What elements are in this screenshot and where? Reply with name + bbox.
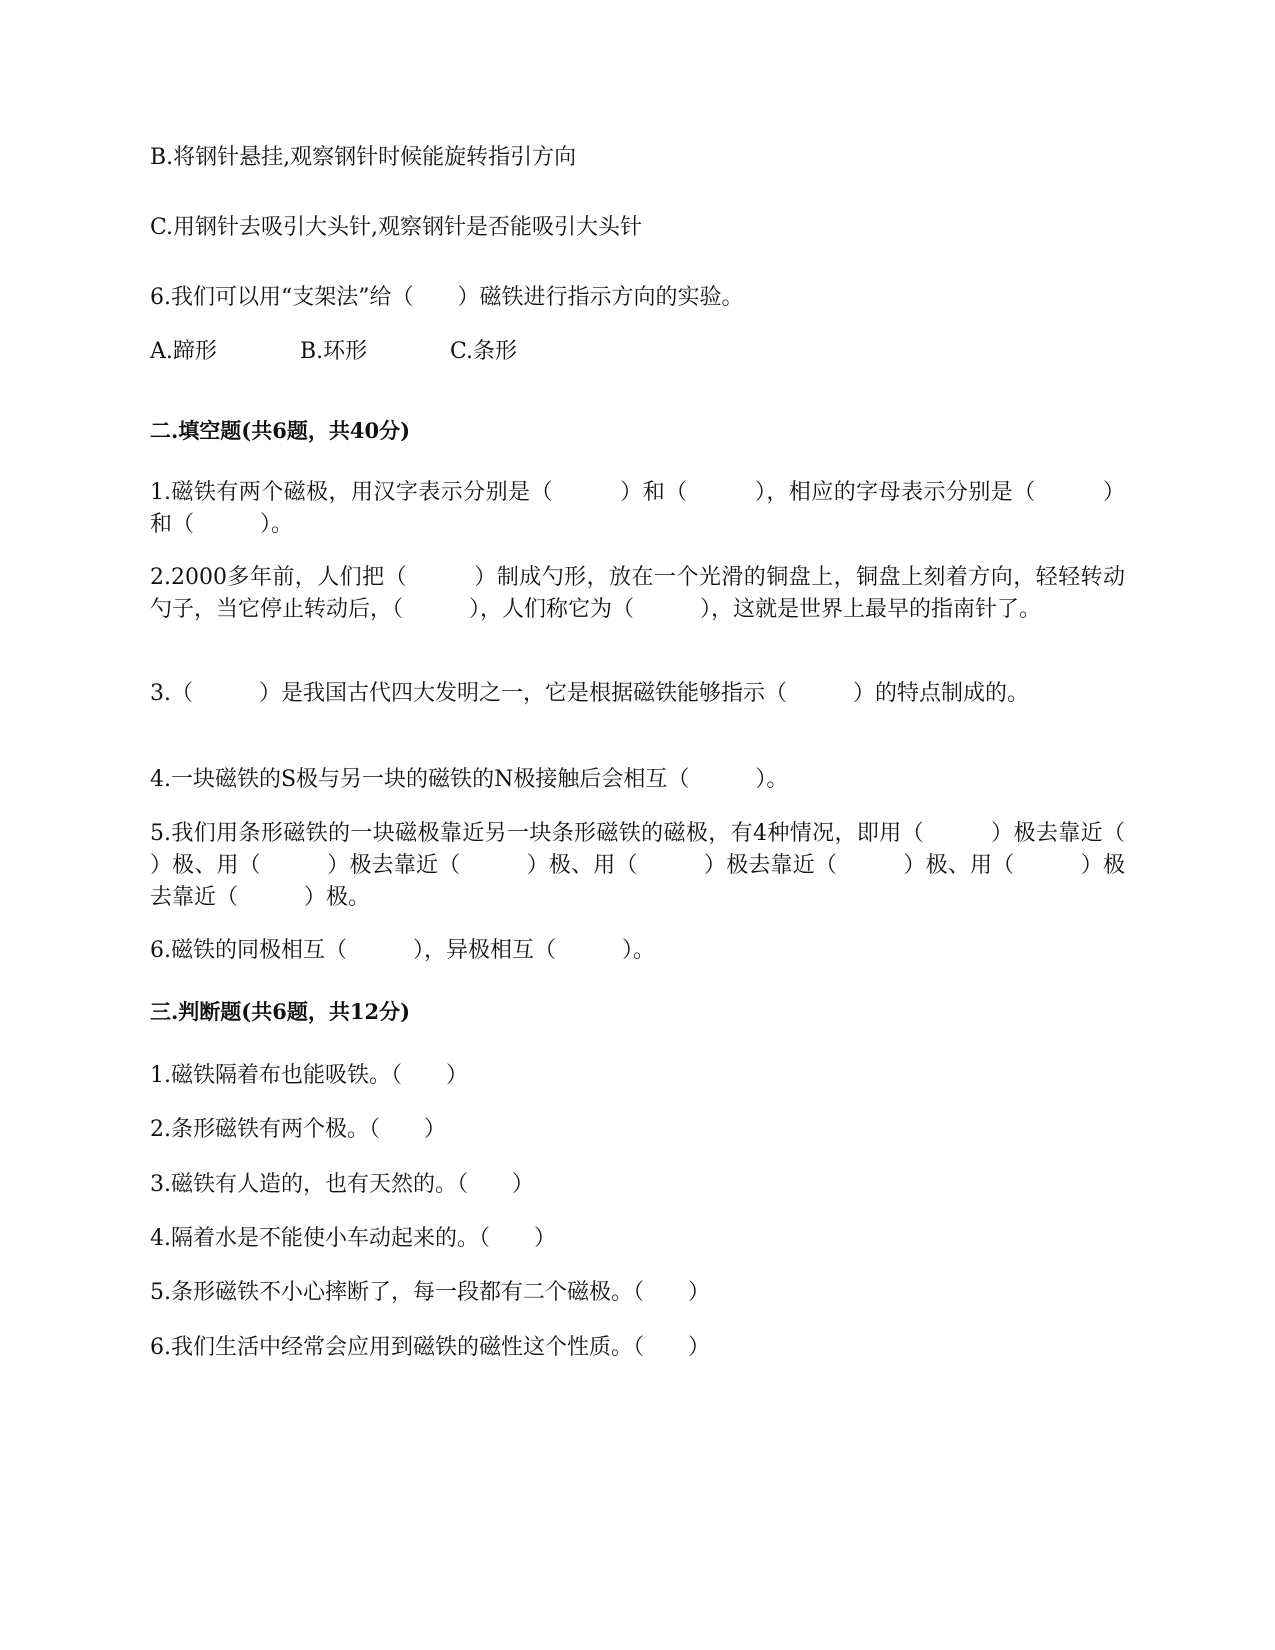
question-6-options: [150, 336, 1125, 368]
fill-question-1: 1.磁铁有两个磁极，用汉字表示分别是（ ）和（ ），相应的字母表示分别是（ ）和（ ）。: [150, 480, 1125, 537]
option-b: B.环形: [300, 339, 368, 364]
judge-item-6: 6.我们生活中经常会应用到磁铁的磁性这个性质。（ ）: [150, 1335, 710, 1360]
fill-question-5: 5.我们用条形磁铁的一块磁极靠近另一块条形磁铁的磁极，有4种情况，即用（ ）极去靠近（ ）极、用（ ）极去靠近（ ）极、用（ ）极去靠近（ ）极、用（ ）极去靠近（ ）极。: [150, 821, 1192, 910]
section-3-heading: 三.判断题(共6题，共12分): [150, 999, 411, 1024]
judge-item-3: 3.磁铁有人造的，也有天然的。（ ）: [150, 1172, 534, 1197]
judge-item-4: 4.隔着水是不能使小车动起来的。（ ）: [150, 1226, 556, 1251]
fill-question-6: 6.磁铁的同极相互（ ），异极相互（ ）。: [150, 938, 655, 963]
question-6-text: 6.我们可以用“支架法”给（ ）磁铁进行指示方向的实验。: [150, 285, 744, 310]
judge-item-2: 2.条形磁铁有两个极。（ ）: [150, 1117, 446, 1142]
option-c: C.条形: [450, 339, 518, 364]
option-a: A.蹄形: [150, 339, 217, 364]
fill-question-2: 2.2000多年前，人们把（ ）制成勺形，放在一个光滑的铜盘上，铜盘上刻着方向，轻轻转动勺子，当它停止转动后，（ ），人们称它为（ ），这就是世界上最早的指南针了。: [150, 565, 1125, 622]
section-2-heading: 二.填空题(共6题，共40分): [150, 418, 411, 443]
option-c-text: C.用钢针去吸引大头针,观察钢针是否能吸引大头针: [150, 215, 643, 240]
judge-item-5: 5.条形磁铁不小心摔断了，每一段都有二个磁极。（ ）: [150, 1280, 710, 1305]
judge-item-1: 1.磁铁隔着布也能吸铁。（ ）: [150, 1063, 468, 1088]
fill-question-3: 3.（ ）是我国古代四大发明之一，它是根据磁铁能够指示（ ）的特点制成的。: [150, 681, 1029, 706]
fill-question-4: 4.一块磁铁的S极与另一块的磁铁的N极接触后会相互（ ）。: [150, 767, 789, 792]
option-b-text: B.将钢针悬挂,观察钢针时候能旋转指引方向: [150, 145, 577, 170]
